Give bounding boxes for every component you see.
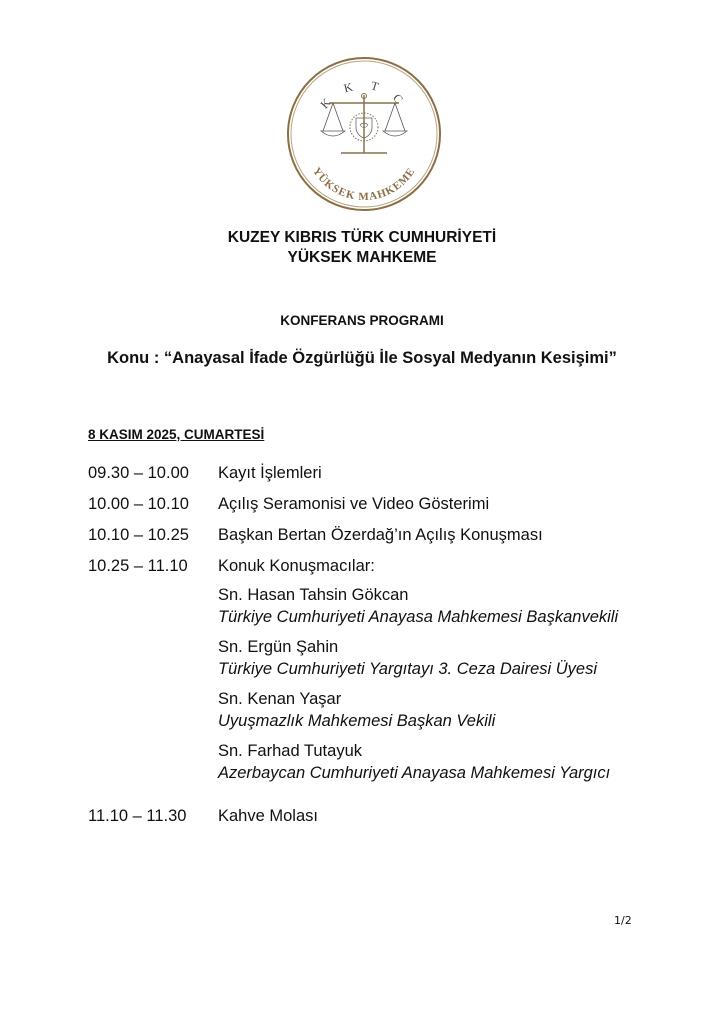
schedule-item: Konuk Konuşmacılar: — [218, 557, 375, 575]
schedule-row — [88, 556, 375, 576]
page-number: 1/2 — [614, 914, 632, 927]
schedule-row — [88, 525, 543, 545]
schedule-item: Kahve Molası — [218, 807, 318, 825]
speaker-title: Azerbaycan Cumhuriyeti Anayasa Mahkemesi Yargıcı — [218, 764, 611, 782]
country-title: KUZEY KIBRIS TÜRK CUMHURİYETİ — [227, 229, 497, 246]
speaker-title: Uyuşmazlık Mahkemesi Başkan Vekili — [218, 712, 496, 730]
svg-text:K K T C: K K T C — [317, 77, 411, 112]
schedule-time: 09.30 – 10.00 — [88, 464, 189, 482]
schedule-row — [88, 494, 489, 514]
svg-text:YÜKSEK MAHKEME: YÜKSEK MAHKEME — [310, 165, 418, 204]
speaker-title: Türkiye Cumhuriyeti Anayasa Mahkemesi Başkanvekili — [218, 608, 619, 626]
schedule-time: 10.00 – 10.10 — [88, 495, 189, 513]
schedule-time: 10.25 – 11.10 — [88, 557, 188, 575]
schedule-row — [88, 463, 322, 483]
speaker-name: Sn. Hasan Tahsin Gökcan — [218, 586, 409, 604]
court-title: YÜKSEK MAHKEME — [287, 249, 437, 266]
schedule-time: 11.10 – 11.30 — [88, 807, 187, 825]
speaker-name: Sn. Farhad Tutayuk — [218, 742, 362, 760]
court-logo — [285, 55, 443, 213]
speaker-name: Sn. Ergün Şahin — [218, 638, 339, 656]
speaker-entry — [218, 584, 618, 628]
speaker-title: Türkiye Cumhuriyeti Yargıtayı 3. Ceza Dairesi Üyesi — [218, 660, 598, 678]
speaker-entry — [218, 688, 495, 732]
speaker-entry — [218, 740, 610, 784]
speaker-name: Sn. Kenan Yaşar — [218, 690, 342, 708]
scales-of-justice-emblem-icon — [285, 55, 443, 213]
speaker-entry — [218, 636, 597, 680]
program-title: KONFERANS PROGRAMI — [280, 313, 444, 328]
schedule-row — [88, 806, 318, 826]
schedule-time: 10.10 – 10.25 — [88, 526, 189, 544]
event-date: 8 KASIM 2025, CUMARTESİ — [88, 427, 265, 442]
schedule-item: Başkan Bertan Özerdağ’ın Açılış Konuşması — [218, 526, 543, 544]
schedule-item: Açılış Seramonisi ve Video Gösterimi — [218, 495, 490, 513]
schedule-item: Kayıt İşlemleri — [218, 464, 322, 482]
topic-heading: Konu : “Anayasal İfade Özgürlüğü İle Sosyal Medyanın Kesişimi” — [107, 349, 617, 367]
